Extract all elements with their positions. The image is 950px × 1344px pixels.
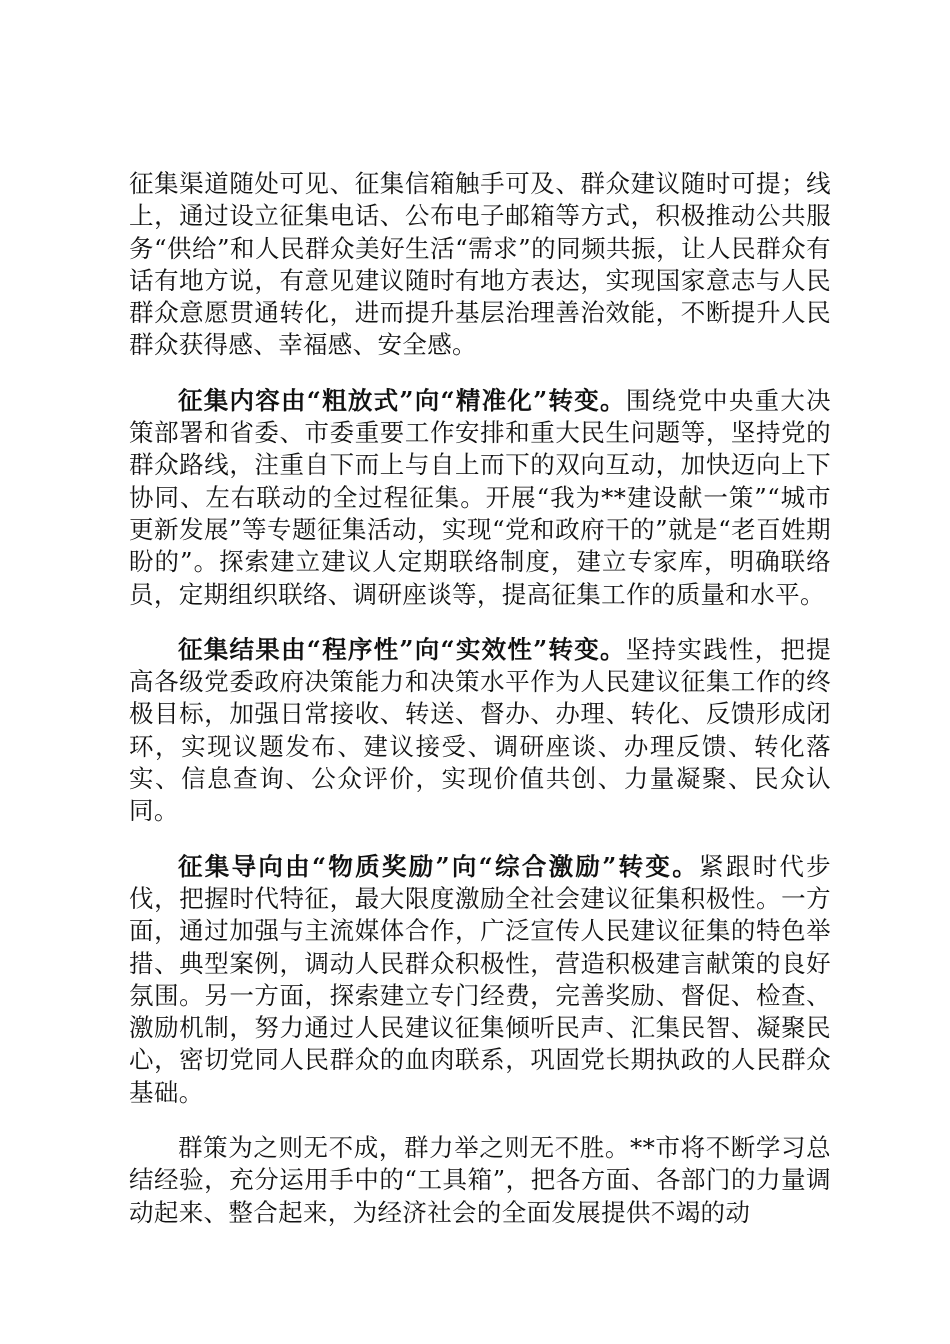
paragraph-4-heading: 征集导向由“物质奖励”向“综合激励”转变。	[178, 851, 699, 881]
paragraph-4-text: 紧跟时代步伐，把握时代特征，最大限度激励全社会建议征集积极性。一方面，通过加强与主流媒体合作，广泛宣传人民建议征集的特色举措、典型案例，调动人民群众积极性，营造积极建言献策的良好氛围。另一方面，探索建立专门经费，完善奖励、督促、检查、激励机制，努力通过人民建议征集倾听民声、汇集民智、凝聚民心，密切党同人民群众的血肉联系，巩固党长期执政的人民群众基础。	[129, 851, 831, 1107]
paragraph-3-heading: 征集结果由“程序性”向“实效性”转变。	[178, 634, 626, 664]
paragraph-2	[129, 385, 831, 611]
paragraph-4	[129, 851, 831, 1109]
document-body	[129, 168, 831, 1229]
paragraph-5	[129, 1132, 831, 1229]
paragraph-2-heading: 征集内容由“粗放式”向“精准化”转变。	[178, 385, 626, 415]
paragraph-3-text: 坚持实践性，把提高各级党委政府决策能力和决策水平作为人民建议征集工作的终极目标，加强日常接收、转送、督办、办理、转化、反馈形成闭环，实现议题发布、建议接受、调研座谈、办理反馈、转化落实、信息查询、公众评价，实现价值共创、力量凝聚、民众认同。	[129, 634, 831, 826]
paragraph-1-text: 征集渠道随处可见、征集信箱触手可及、群众建议随时可提；线上，通过设立征集电话、公布电子邮箱等方式，积极推动公共服务“供给”和人民群众美好生活“需求”的同频共振，让人民群众有话有地方说，有意见建议随时有地方表达，实现国家意志与人民群众意愿贯通转化，进而提升基层治理善治效能，不断提升人民群众获得感、幸福感、安全感。	[129, 169, 831, 360]
paragraph-3	[129, 634, 831, 828]
paragraph-1	[129, 168, 831, 362]
paragraph-5-text: 群策为之则无不成，群力举之则无不胜。**市将不断学习总结经验，充分运用手中的“工具箱”，把各方面、各部门的力量调动起来、整合起来，为经济社会的全面发展提供不竭的动	[129, 1133, 831, 1227]
paragraph-2-text: 围绕党中央重大决策部署和省委、市委重要工作安排和重大民生问题等，坚持党的群众路线，注重自下而上与自上而下的双向互动，加快迈向上下协同、左右联动的全过程征集。开展“我为**建设献一策”“城市更新发展”等专题征集活动，实现“党和政府干的”就是“老百姓期盼的”。探索建立建议人定期联络制度，建立专家库，明确联络员，定期组织联络、调研座谈等，提高征集工作的质量和水平。	[129, 385, 831, 609]
